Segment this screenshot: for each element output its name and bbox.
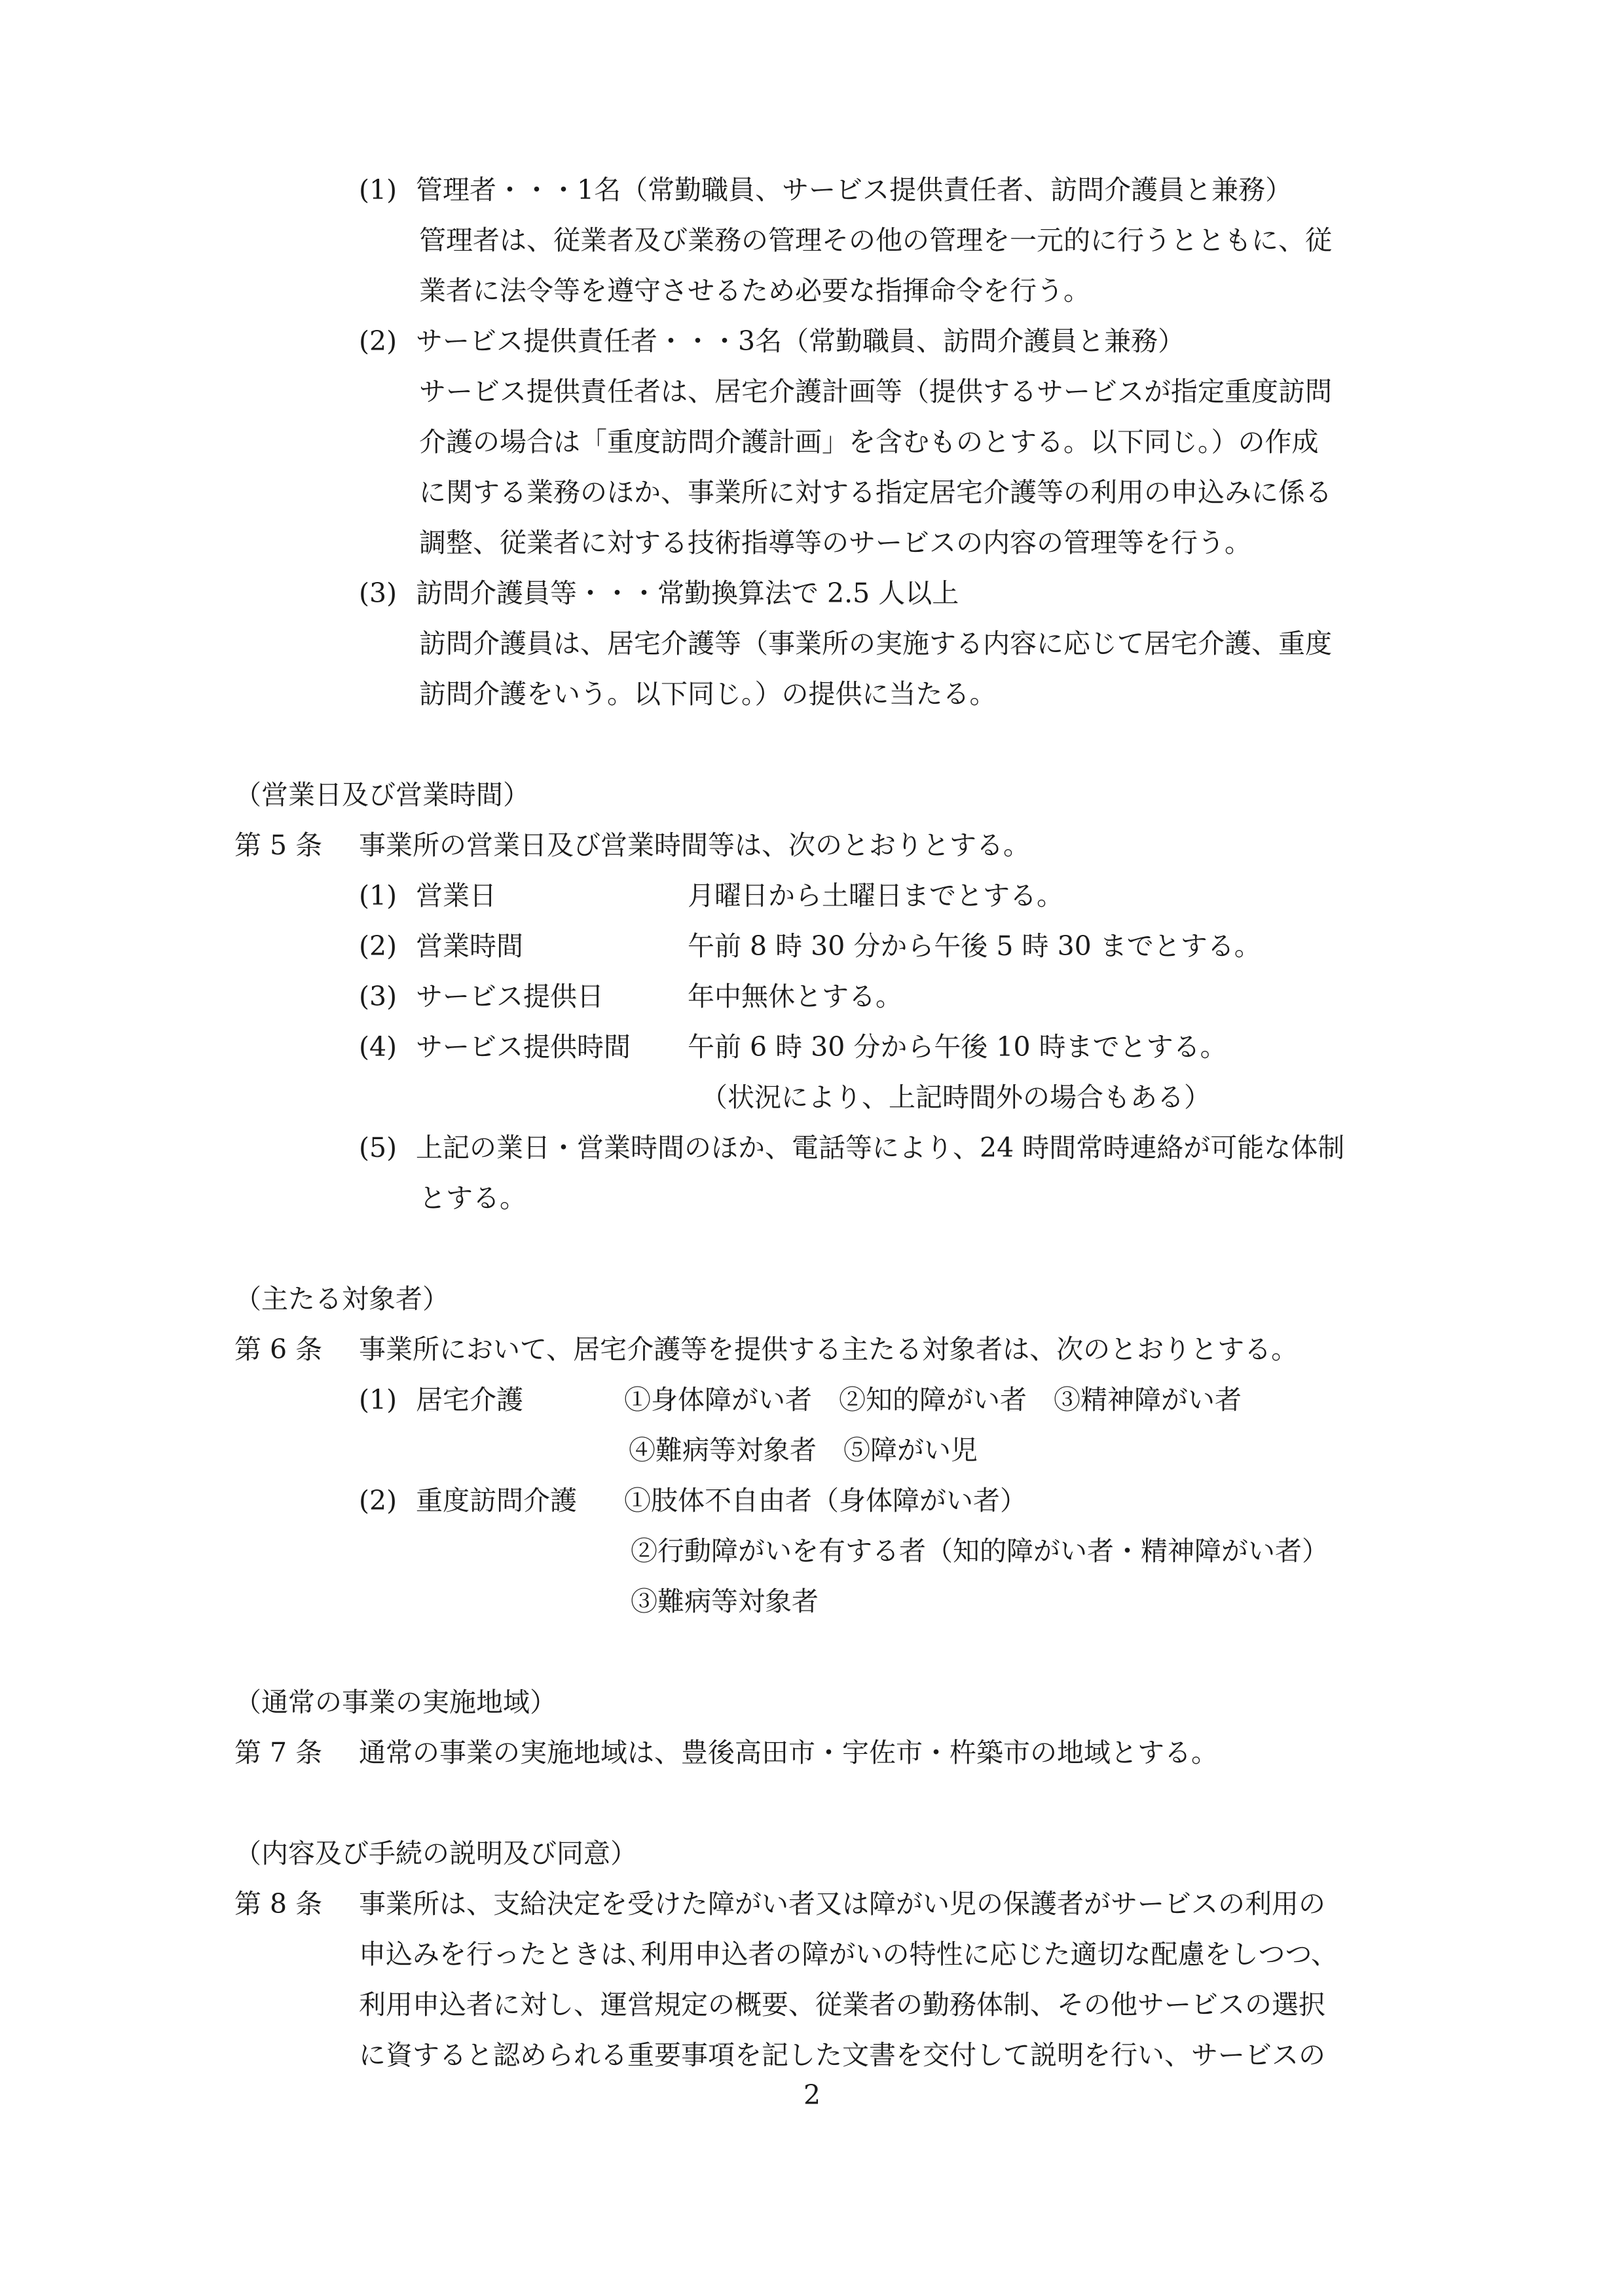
item-value: ①身体障がい者 ②知的障がい者 ③精神障がい者 xyxy=(624,1384,1242,1415)
item-heading: 管理者・・・1名（常勤職員、サービス提供責任者、訪問介護員と兼務） xyxy=(416,174,1293,206)
page-number: 2 xyxy=(803,2079,821,2111)
item-value: 午前 8 時 30 分から午後 5 時 30 までとする。 xyxy=(688,930,1261,962)
item-number: (2) xyxy=(359,325,397,357)
item-body-line: サービス提供責任者は、居宅介護計画等（提供するサービスが指定重度訪問 xyxy=(419,376,1332,407)
item-body-line: 管理者は、従業者及び業務の管理その他の管理を一元的に行うとともに、従 xyxy=(419,225,1332,256)
item-key: 重度訪問介護 xyxy=(416,1485,577,1516)
item-number: (2) xyxy=(359,1485,397,1516)
item-body-line: に関する業務のほか、事業所に対する指定居宅介護等の利用の申込みに係る xyxy=(419,477,1332,508)
article-text-line: 申込みを行ったときは､利用申込者の障がいの特性に応じた適切な配慮をしつつ、 xyxy=(359,1939,1338,1970)
article-text-line: に資すると認められる重要事項を記した文書を交付して説明を行い、サービスの xyxy=(359,2039,1325,2071)
item-number: (2) xyxy=(359,930,397,962)
article-text-line: 利用申込者に対し、運営規定の概要、従業者の勤務体制、その他サービスの選択 xyxy=(359,1989,1325,2020)
item-value: 年中無休とする。 xyxy=(688,981,902,1012)
article-caption: （内容及び手続の説明及び同意） xyxy=(234,1838,637,1869)
item-heading: サービス提供責任者・・・3名（常勤職員、訪問介護員と兼務） xyxy=(416,325,1185,357)
item-value: ②行動障がいを有する者（知的障がい者・精神障がい者） xyxy=(631,1535,1329,1567)
article-label: 第 5 条 xyxy=(234,829,323,861)
article-label: 第 7 条 xyxy=(234,1737,323,1768)
article-caption: （営業日及び営業時間） xyxy=(234,779,530,811)
article-label: 第 8 条 xyxy=(234,1888,323,1920)
article-text: 事業所において、居宅介護等を提供する主たる対象者は、次のとおりとする。 xyxy=(359,1334,1299,1365)
item-value: ③難病等対象者 xyxy=(631,1586,819,1617)
item-note: （状況により、上記時間外の場合もある） xyxy=(701,1082,1211,1113)
item-number: (5) xyxy=(359,1132,397,1163)
item-body-line: 介護の場合は「重度訪問介護計画」を含むものとする。以下同じ。）の作成 xyxy=(419,426,1319,458)
item-heading: 訪問介護員等・・・常勤換算法で 2.5 人以上 xyxy=(416,577,959,609)
item-key: サービス提供時間 xyxy=(416,1031,631,1063)
article-label: 第 6 条 xyxy=(234,1334,323,1365)
item-key: 営業時間 xyxy=(416,930,523,962)
item-value: 午前 6 時 30 分から午後 10 時までとする。 xyxy=(688,1031,1227,1063)
item-key: 営業日 xyxy=(416,880,496,911)
item-number: (3) xyxy=(359,577,397,609)
item-number: (3) xyxy=(359,981,397,1012)
item-body-line: 調整、従業者に対する技術指導等のサービスの内容の管理等を行う。 xyxy=(419,527,1251,558)
item-body-line: 業者に法令等を遵守させるため必要な指揮命令を行う。 xyxy=(419,275,1090,306)
item-number: (4) xyxy=(359,1031,397,1063)
article-text-line: 事業所は、支給決定を受けた障がい者又は障がい児の保護者がサービスの利用の xyxy=(359,1888,1325,1920)
item-value: ①肢体不自由者（身体障がい者） xyxy=(624,1485,1027,1516)
article-text: 事業所の営業日及び営業時間等は、次のとおりとする。 xyxy=(359,829,1030,861)
item-number: (1) xyxy=(359,1384,397,1415)
item-body-line: 訪問介護をいう。以下同じ。）の提供に当たる。 xyxy=(419,678,997,710)
article-caption: （主たる対象者） xyxy=(234,1283,449,1315)
article-caption: （通常の事業の実施地域） xyxy=(234,1686,557,1718)
item-text: 上記の業日・営業時間のほか、電話等により、24 時間常時連絡が可能な体制 xyxy=(416,1132,1345,1163)
article-text: 通常の事業の実施地域は、豊後高田市・宇佐市・杵築市の地域とする。 xyxy=(359,1737,1218,1768)
item-value: ④難病等対象者 ⑤障がい児 xyxy=(629,1434,978,1466)
item-number: (1) xyxy=(359,880,397,911)
item-body-line: 訪問介護員は、居宅介護等（事業所の実施する内容に応じて居宅介護、重度 xyxy=(419,628,1332,659)
item-key: 居宅介護 xyxy=(416,1384,523,1415)
item-text-cont: とする。 xyxy=(419,1182,526,1214)
item-value: 月曜日から土曜日までとする。 xyxy=(688,880,1063,911)
item-key: サービス提供日 xyxy=(416,981,604,1012)
item-number: (1) xyxy=(359,174,397,206)
